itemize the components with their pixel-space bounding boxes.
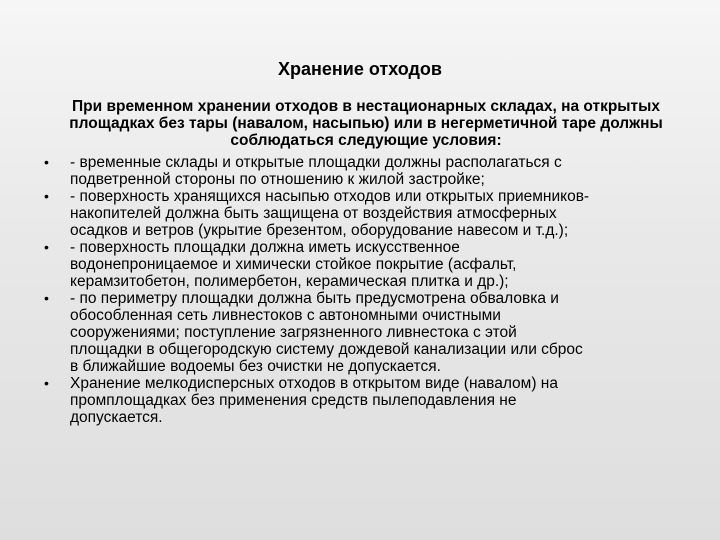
list-item-text: Хранение мелкодисперсных отходов в открытом виде (навалом) на промплощадках без применения средств пылеподавления не допускается. (70, 375, 558, 426)
slide-title: Хранение отходов (277, 59, 442, 79)
list-item-text: - временные склады и открытые площадки должны располагаться с подветренной стороны по отношению к жилой застройке; (70, 154, 562, 188)
bullet-list (40, 154, 680, 426)
list-item (40, 154, 680, 188)
list-item (40, 375, 680, 426)
intro-paragraph: При временном хранении отходов в нестационарных складах, на открытых площадках без тары (навалом, насыпью) или в негерметичной таре должны соблюдаться следующие условия: (69, 98, 663, 149)
list-item-text: - поверхность площадки должна иметь искусственное водонепроницаемое и химически стойкое покрытие (асфальт, керамзитобетон, полимербетон, керамическая плитка и др.); (70, 239, 517, 290)
list-item-text: - по периметру площадки должна быть предусмотрена обваловка и обособленная сеть ливнестоков с автономными очистными сооружениями; поступление загрязненного ливнестока с этой площадки в общегородскую систему дождевой канализации или сброс в ближайшие водоемы без очистки не допускается. (70, 290, 583, 375)
bullet-icon: • (44, 188, 49, 204)
list-item (40, 239, 680, 290)
list-item (40, 188, 680, 239)
list-item-text: - поверхность хранящихся насыпью отходов или открытых приемников- накопителей должна быть защищена от воздействия атмосферных осадков и ветров (укрытие брезентом, оборудование навесом и т.д.); (70, 188, 590, 239)
bullet-icon: • (44, 154, 49, 170)
list-item (40, 290, 680, 375)
bullet-icon: • (44, 375, 49, 391)
bullet-icon: • (44, 239, 49, 255)
bullet-icon: • (44, 290, 49, 306)
